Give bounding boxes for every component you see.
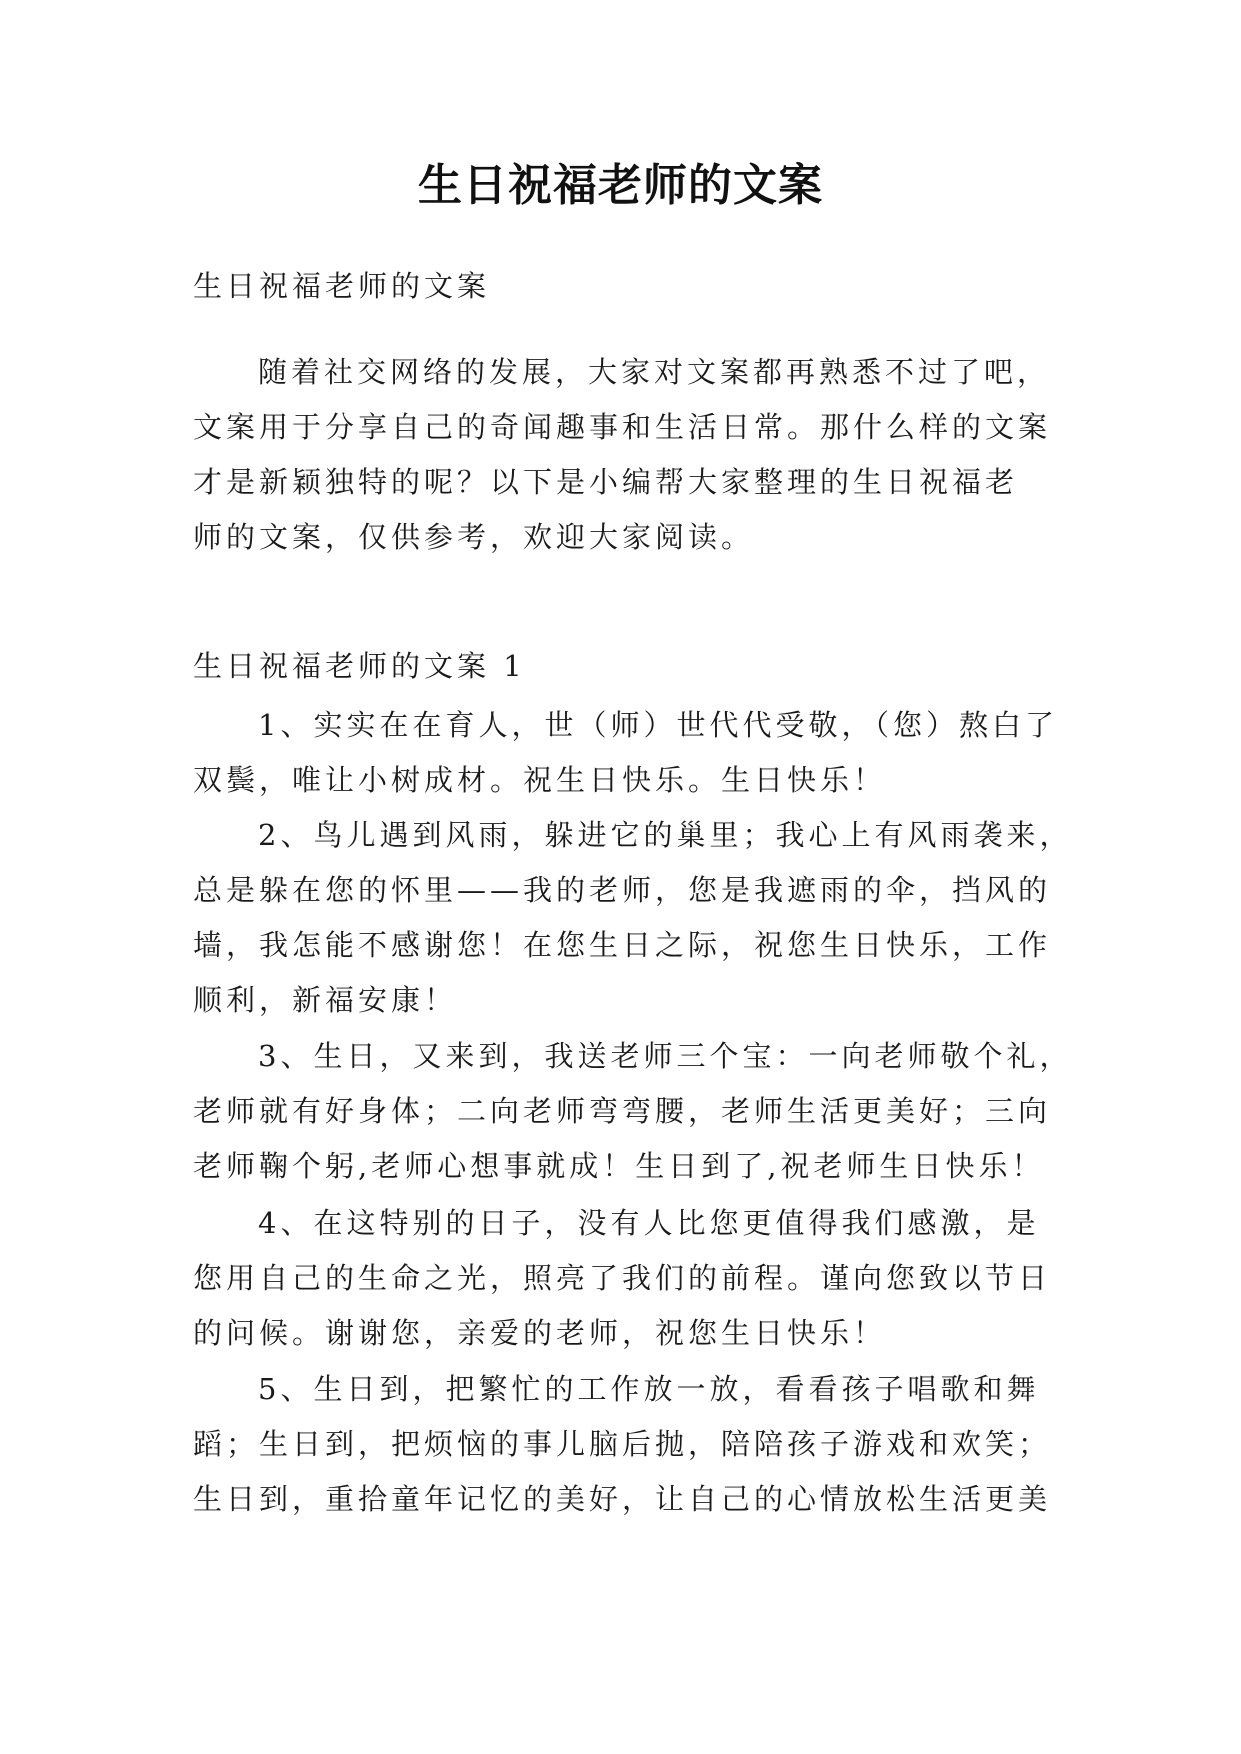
wish-line: 双鬓，唯让小树成材。祝生日快乐。生日快乐！ <box>193 763 887 797</box>
wish-line: 3、生日，又来到，我送老师三个宝：一向老师敬个礼， <box>258 1039 1073 1073</box>
intro-line: 师的文案，仅供参考，欢迎大家阅读。 <box>193 520 755 554</box>
wish-line: 2、鸟儿遇到风雨，躲进它的巢里；我心上有风雨袭来， <box>258 818 1073 852</box>
section-heading: 生日祝福老师的文案 1 <box>193 649 526 683</box>
wish-line: 蹈；生日到，把烦恼的事儿脑后抛，陪陪孩子游戏和欢笑； <box>193 1427 1052 1461</box>
wish-line: 您用自己的生命之光，照亮了我们的前程。谨向您致以节日 <box>193 1261 1052 1295</box>
wish-line: 的问候。谢谢您，亲爱的老师，祝您生日快乐！ <box>193 1316 887 1350</box>
intro-line: 文案用于分享自己的奇闻趣事和生活日常。那什么样的文案 <box>193 410 1052 444</box>
wish-line: 总是躲在您的怀里——我的老师，您是我遮雨的伞，挡风的 <box>193 873 1052 907</box>
wish-line: 4、在这特别的日子，没有人比您更值得我们感激，是 <box>258 1206 1040 1240</box>
wish-line: 生日到，重拾童年记忆的美好，让自己的心情放松生活更美 <box>193 1482 1052 1516</box>
wish-line: 老师就有好身体；二向老师弯弯腰，老师生活更美好；三向 <box>193 1094 1052 1128</box>
wish-line: 墙，我怎能不感谢您！在您生日之际，祝您生日快乐，工作 <box>193 928 1052 962</box>
wish-line: 1、实实在在育人，世（师）世代代受敬，（您）熬白了 <box>258 708 1058 742</box>
wish-line: 老师鞠个躬,老师心想事就成！生日到了,祝老师生日快乐！ <box>193 1149 1045 1183</box>
wish-line: 顺利，新福安康！ <box>193 983 458 1017</box>
document-title: 生日祝福老师的文案 <box>418 160 823 211</box>
wish-line: 5、生日到，把繁忙的工作放一放，看看孩子唱歌和舞 <box>258 1372 1040 1406</box>
intro-line: 随着社交网络的发展，大家对文案都再熟悉不过了吧， <box>258 355 1051 389</box>
document-subheading: 生日祝福老师的文案 <box>193 269 491 303</box>
intro-line: 才是新颖独特的呢？以下是小编帮大家整理的生日祝福老 <box>193 465 1019 499</box>
